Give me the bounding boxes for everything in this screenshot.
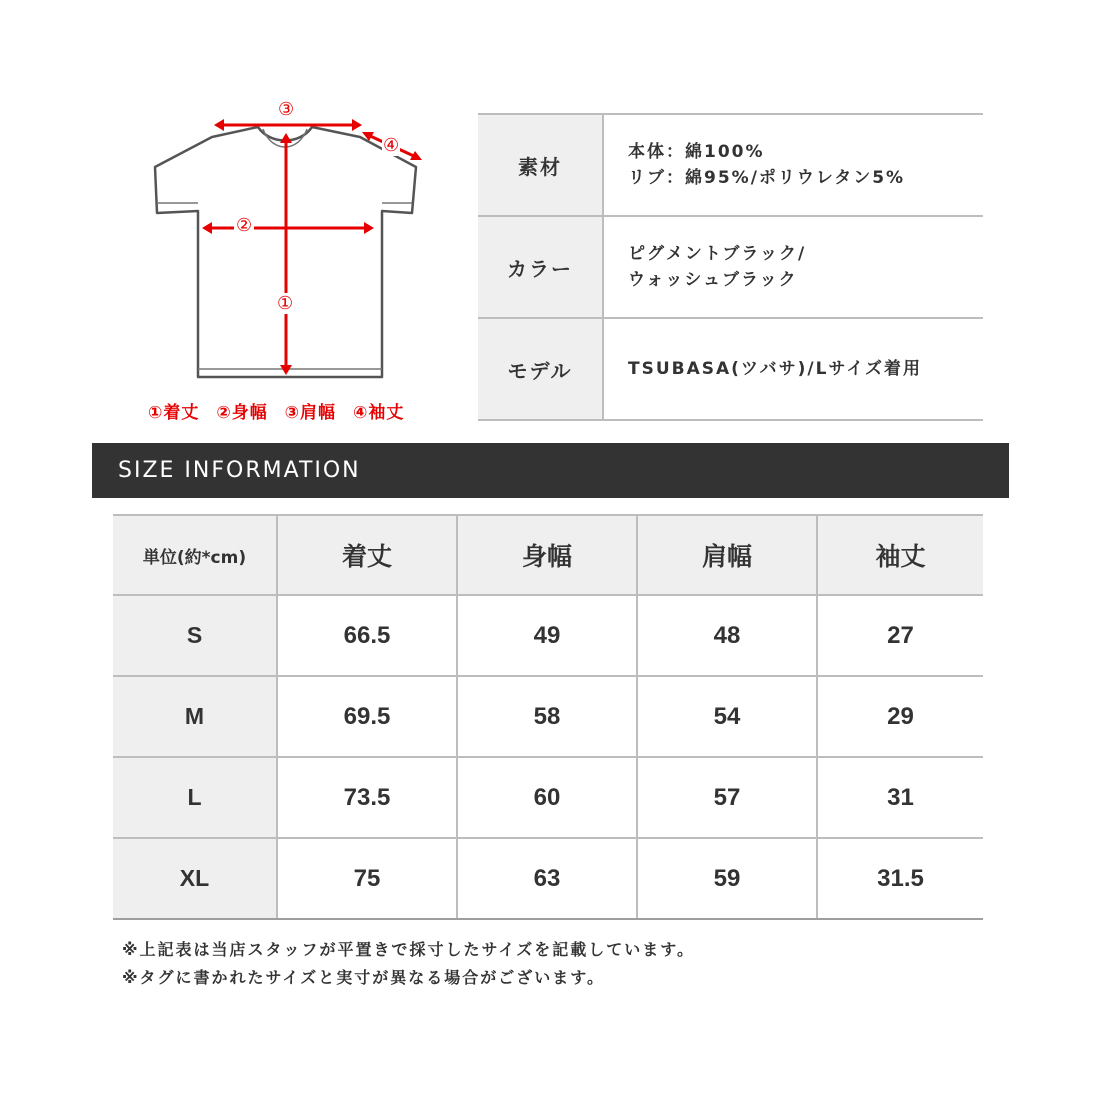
spec-row-model [478, 318, 983, 420]
table-row [113, 676, 983, 757]
spec-label: モデル [478, 318, 603, 420]
spec-value [603, 216, 983, 318]
size-cell: 66.5 [277, 595, 457, 676]
size-cell: 54 [637, 676, 817, 757]
size-cell: 57 [637, 757, 817, 838]
size-cell: 29 [817, 676, 983, 757]
size-cell: 75 [277, 838, 457, 919]
table-row [113, 838, 983, 919]
marker-length: ① [277, 293, 294, 314]
size-cell: 48 [637, 595, 817, 676]
note-line: ※上記表は当店スタッフが平置きで採寸したサイズを記載しています。 [122, 940, 695, 959]
spec-value [603, 318, 983, 420]
spec-label: カラー [478, 216, 603, 318]
table-row [113, 757, 983, 838]
note-line: ※タグに書かれたサイズと実寸が異なる場合がございます。 [122, 968, 605, 987]
size-cell: 31.5 [817, 838, 983, 919]
size-label: XL [113, 838, 277, 919]
size-header-length: 着丈 [277, 515, 457, 595]
spec-value-line: ウォッシュブラック [628, 270, 798, 290]
spec-value-line: ピグメントブラック/ [628, 244, 807, 264]
legend-width: ②身幅 [216, 403, 268, 423]
spec-row-color [478, 216, 983, 318]
measurement-legend [148, 398, 404, 423]
legend-length: ①着丈 [148, 403, 200, 423]
size-header-unit: 単位(約*cm) [113, 515, 277, 595]
table-row [113, 595, 983, 676]
tshirt-outline-icon [120, 95, 450, 395]
marker-sleeve: ④ [383, 135, 400, 156]
size-cell: 60 [457, 757, 637, 838]
marker-width: ② [236, 215, 253, 236]
spec-value-line: リブ：綿95%/ポリウレタン5% [628, 168, 906, 188]
size-cell: 69.5 [277, 676, 457, 757]
spec-table [478, 113, 983, 421]
size-notes [122, 936, 695, 992]
size-table [113, 514, 983, 920]
spec-value [603, 114, 983, 216]
spec-value-line: 本体：綿100% [628, 142, 765, 162]
size-label: S [113, 595, 277, 676]
spec-label: 素材 [478, 114, 603, 216]
size-header-sleeve: 袖丈 [817, 515, 983, 595]
section-title: SIZE INFORMATION [92, 443, 1009, 498]
size-cell: 49 [457, 595, 637, 676]
size-cell: 73.5 [277, 757, 457, 838]
size-cell: 63 [457, 838, 637, 919]
tshirt-measurement-diagram [120, 95, 450, 425]
size-header-row [113, 515, 983, 595]
spec-value-line: TSUBASA(ツバサ)/Lサイズ着用 [628, 359, 923, 379]
spec-row-material [478, 114, 983, 216]
legend-sleeve: ④袖丈 [352, 403, 405, 423]
size-cell: 59 [637, 838, 817, 919]
size-label: L [113, 757, 277, 838]
size-cell: 58 [457, 676, 637, 757]
legend-shoulder: ③肩幅 [284, 403, 337, 423]
size-cell: 27 [817, 595, 983, 676]
size-header-width: 身幅 [457, 515, 637, 595]
size-label: M [113, 676, 277, 757]
size-cell: 31 [817, 757, 983, 838]
marker-shoulder: ③ [278, 99, 295, 120]
size-header-shoulder: 肩幅 [637, 515, 817, 595]
